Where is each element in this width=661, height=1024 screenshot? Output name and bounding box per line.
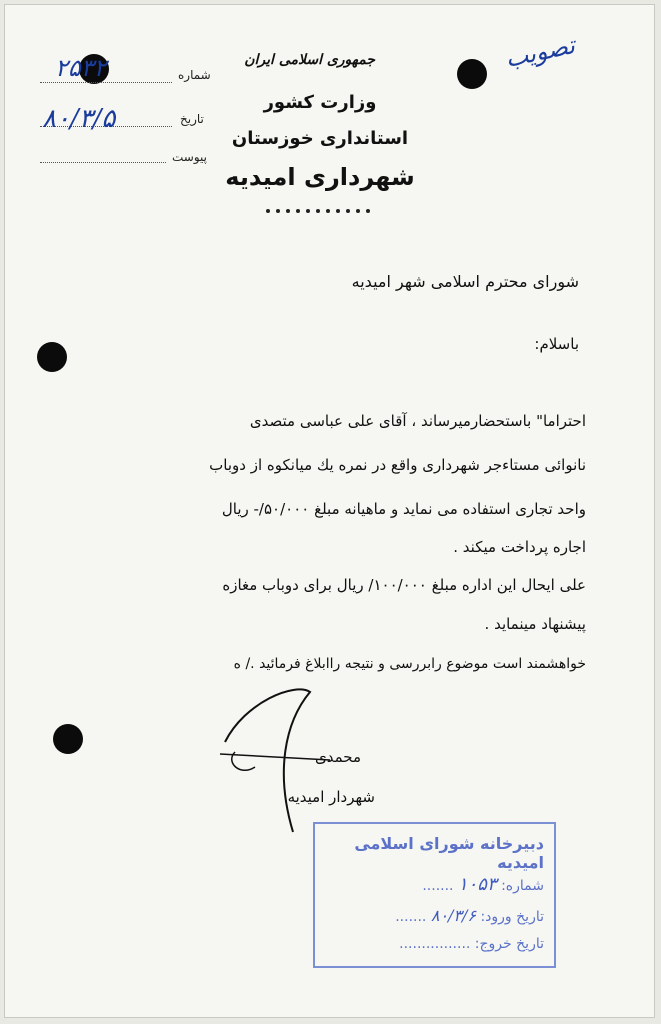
body-line-3: واحد تجاری استفاده می نماید و ماهیانه مبلغ ۵۰/۰۰۰/- ریال xyxy=(221,500,586,518)
stamp-entry-row xyxy=(395,906,544,925)
header-ornament xyxy=(262,205,378,217)
stamp-exit-label: تاریخ خروج: xyxy=(474,936,544,952)
stamp-entry-label: تاریخ ورود: xyxy=(480,909,544,925)
municipality-title: شهرداری امیدیه xyxy=(225,163,415,191)
stamp-exit-row xyxy=(399,936,544,952)
greeting: باسلام: xyxy=(534,335,579,353)
signatory-name: محمدی xyxy=(314,748,361,766)
stamp-number-dots: ....... xyxy=(422,878,454,894)
attachment-label: پیوست xyxy=(172,150,207,164)
punch-hole-low-left xyxy=(53,724,83,754)
stamp-number-value: ۱۰۵۳ xyxy=(457,874,497,895)
body-line-5: علی ایحال این اداره مبلغ ۱۰۰/۰۰۰/ ریال برای دوباب مغازه xyxy=(222,576,586,594)
date-value: ۸۰/۳/۵ xyxy=(42,104,116,134)
approval-handwriting: تصویب xyxy=(502,31,578,73)
attachment-line xyxy=(40,162,166,163)
stamp-number-label: شماره: xyxy=(501,878,544,894)
date-label: تاریخ xyxy=(180,112,204,126)
number-label: شماره xyxy=(178,68,211,82)
body-line-7: خواهشمند است موضوع رابررسی و نتیجه راابلاغ فرمائید ./ ه xyxy=(233,656,586,672)
body-line-6: پیشنهاد مینماید . xyxy=(484,615,586,633)
stamp-entry-value: ۸۰/۳/۶ xyxy=(430,906,476,925)
number-line xyxy=(40,82,172,83)
body-line-1: احتراما" باستحضارمیرساند ، آقای علی عباسی متصدی xyxy=(249,412,586,430)
body-line-4: اجاره پرداخت میكند . xyxy=(453,538,586,556)
province-title: استانداری خوزستان xyxy=(231,128,409,149)
ministry-title: وزارت کشور xyxy=(263,92,377,113)
recipient-line: شورای محترم اسلامی شهر امیدیه xyxy=(351,272,579,291)
council-registry-stamp xyxy=(313,822,556,968)
punch-hole-top-right xyxy=(457,59,487,89)
signatory-title: شهردار امیدیه xyxy=(287,788,375,806)
stamp-entry-dots: ....... xyxy=(395,909,427,925)
number-value: ۲۵۳۲ xyxy=(55,54,107,82)
body-line-2: نانوائی مستاءجر شهرداری واقع در نمره یك میانكوه از دوباب xyxy=(209,456,586,474)
stamp-number-row xyxy=(422,874,544,895)
punch-hole-mid-left xyxy=(37,342,67,372)
stamp-title: دبیرخانه شورای اسلامی امیدیه xyxy=(354,834,544,872)
stamp-exit-dots: ................ xyxy=(399,936,471,952)
emblem-text: جمهوری اسلامی ایران xyxy=(244,52,375,68)
